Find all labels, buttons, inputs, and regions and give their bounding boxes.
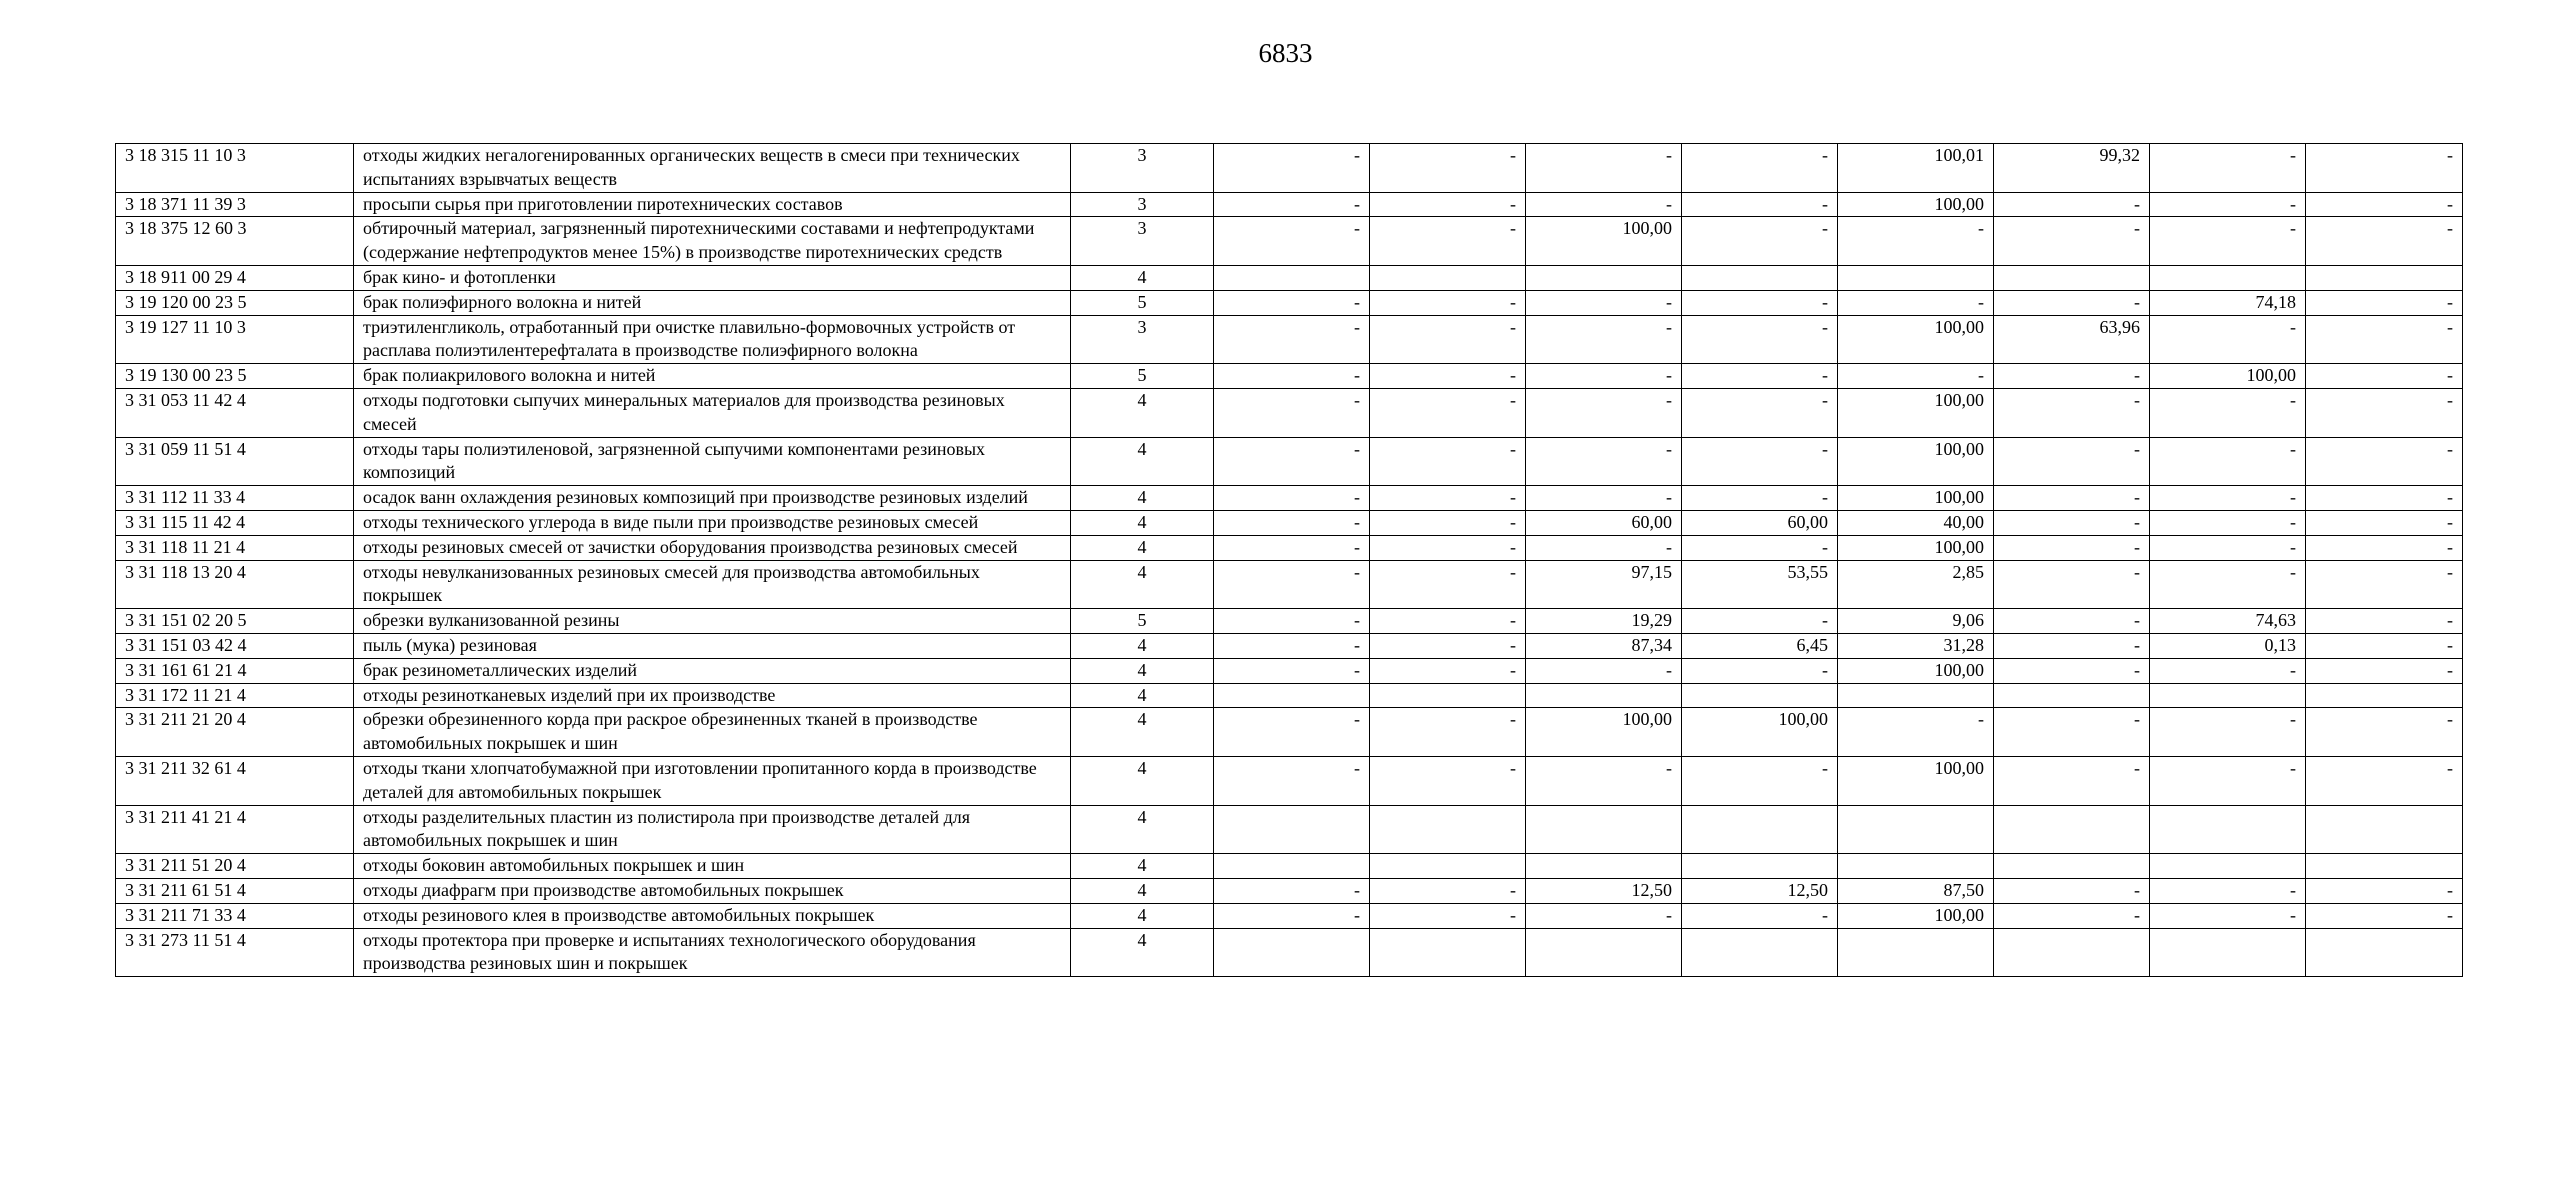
value-cell-1: - bbox=[1214, 510, 1370, 535]
table-row bbox=[116, 510, 2463, 535]
waste-code-cell: 3 31 112 11 33 4 bbox=[116, 486, 354, 511]
value-cell-8: - bbox=[2306, 192, 2463, 217]
value-cell-7: 74,63 bbox=[2150, 609, 2306, 634]
waste-name-cell: брак кино- и фотопленки bbox=[354, 265, 1071, 290]
value-cell-2: - bbox=[1370, 756, 1526, 805]
value-cell-3 bbox=[1526, 805, 1682, 854]
value-cell-3: - bbox=[1526, 364, 1682, 389]
hazard-class-cell: 4 bbox=[1071, 388, 1214, 437]
waste-code-cell: 3 19 130 00 23 5 bbox=[116, 364, 354, 389]
hazard-class-cell: 3 bbox=[1071, 192, 1214, 217]
value-cell-6: 63,96 bbox=[1994, 315, 2150, 364]
hazard-class-cell: 4 bbox=[1071, 560, 1214, 609]
waste-name-cell: отходы резинотканевых изделий при их производстве bbox=[354, 683, 1071, 708]
value-cell-1 bbox=[1214, 928, 1370, 977]
value-cell-1: - bbox=[1214, 609, 1370, 634]
value-cell-8: - bbox=[2306, 217, 2463, 266]
value-cell-5: - bbox=[1838, 364, 1994, 389]
value-cell-7: - bbox=[2150, 560, 2306, 609]
waste-code-cell: 3 31 151 02 20 5 bbox=[116, 609, 354, 634]
value-cell-1: - bbox=[1214, 560, 1370, 609]
waste-name-cell: отходы невулканизованных резиновых смесей для производства автомобильных покрышек bbox=[354, 560, 1071, 609]
waste-name-cell: брак полиакрилового волокна и нитей bbox=[354, 364, 1071, 389]
table-row bbox=[116, 708, 2463, 757]
value-cell-3: - bbox=[1526, 756, 1682, 805]
value-cell-2: - bbox=[1370, 315, 1526, 364]
value-cell-8: - bbox=[2306, 486, 2463, 511]
waste-name-cell: отходы ткани хлопчатобумажной при изготовлении пропитанного корда в производстве деталей для автомобильных покрышек bbox=[354, 756, 1071, 805]
value-cell-5: 100,00 bbox=[1838, 388, 1994, 437]
value-cell-1: - bbox=[1214, 535, 1370, 560]
value-cell-3: - bbox=[1526, 903, 1682, 928]
value-cell-5 bbox=[1838, 805, 1994, 854]
value-cell-4: - bbox=[1682, 756, 1838, 805]
value-cell-2: - bbox=[1370, 609, 1526, 634]
value-cell-4: 100,00 bbox=[1682, 708, 1838, 757]
hazard-class-cell: 5 bbox=[1071, 609, 1214, 634]
value-cell-4: - bbox=[1682, 535, 1838, 560]
hazard-class-cell: 4 bbox=[1071, 805, 1214, 854]
value-cell-8: - bbox=[2306, 609, 2463, 634]
value-cell-2: - bbox=[1370, 364, 1526, 389]
value-cell-7: - bbox=[2150, 315, 2306, 364]
table-row bbox=[116, 388, 2463, 437]
waste-code-cell: 3 31 211 51 20 4 bbox=[116, 854, 354, 879]
waste-code-cell: 3 31 211 32 61 4 bbox=[116, 756, 354, 805]
value-cell-6 bbox=[1994, 854, 2150, 879]
table-row bbox=[116, 805, 2463, 854]
waste-name-cell: отходы подготовки сыпучих минеральных материалов для производства резиновых смесей bbox=[354, 388, 1071, 437]
table-row bbox=[116, 486, 2463, 511]
value-cell-7 bbox=[2150, 805, 2306, 854]
hazard-class-cell: 5 bbox=[1071, 290, 1214, 315]
table-row bbox=[116, 290, 2463, 315]
value-cell-4 bbox=[1682, 805, 1838, 854]
value-cell-2: - bbox=[1370, 144, 1526, 193]
waste-code-cell: 3 31 211 21 20 4 bbox=[116, 708, 354, 757]
hazard-class-cell: 4 bbox=[1071, 708, 1214, 757]
value-cell-3: - bbox=[1526, 290, 1682, 315]
value-cell-6: - bbox=[1994, 658, 2150, 683]
hazard-class-cell: 4 bbox=[1071, 683, 1214, 708]
hazard-class-cell: 4 bbox=[1071, 633, 1214, 658]
value-cell-4: - bbox=[1682, 290, 1838, 315]
value-cell-8: - bbox=[2306, 290, 2463, 315]
value-cell-3: - bbox=[1526, 658, 1682, 683]
value-cell-5 bbox=[1838, 265, 1994, 290]
value-cell-8: - bbox=[2306, 756, 2463, 805]
value-cell-5: 100,00 bbox=[1838, 658, 1994, 683]
value-cell-2: - bbox=[1370, 510, 1526, 535]
value-cell-2: - bbox=[1370, 437, 1526, 486]
value-cell-1: - bbox=[1214, 437, 1370, 486]
value-cell-7: 0,13 bbox=[2150, 633, 2306, 658]
value-cell-1: - bbox=[1214, 756, 1370, 805]
hazard-class-cell: 4 bbox=[1071, 658, 1214, 683]
table-row bbox=[116, 854, 2463, 879]
waste-code-cell: 3 31 115 11 42 4 bbox=[116, 510, 354, 535]
waste-code-cell: 3 31 211 41 21 4 bbox=[116, 805, 354, 854]
table-row bbox=[116, 683, 2463, 708]
value-cell-6: - bbox=[1994, 609, 2150, 634]
waste-code-cell: 3 31 273 11 51 4 bbox=[116, 928, 354, 977]
value-cell-3 bbox=[1526, 854, 1682, 879]
value-cell-3: - bbox=[1526, 144, 1682, 193]
hazard-class-cell: 3 bbox=[1071, 217, 1214, 266]
value-cell-3: 97,15 bbox=[1526, 560, 1682, 609]
value-cell-4: 12,50 bbox=[1682, 878, 1838, 903]
waste-name-cell: обтирочный материал, загрязненный пиротехническими составами и нефтепродуктами (содержание нефтепродуктов менее 15%) в производстве пиротехнических средств bbox=[354, 217, 1071, 266]
table-row bbox=[116, 878, 2463, 903]
value-cell-1: - bbox=[1214, 486, 1370, 511]
value-cell-7: - bbox=[2150, 535, 2306, 560]
value-cell-3: 12,50 bbox=[1526, 878, 1682, 903]
value-cell-1: - bbox=[1214, 708, 1370, 757]
value-cell-2: - bbox=[1370, 903, 1526, 928]
value-cell-2 bbox=[1370, 683, 1526, 708]
value-cell-1: - bbox=[1214, 364, 1370, 389]
hazard-class-cell: 4 bbox=[1071, 535, 1214, 560]
waste-name-cell: отходы протектора при проверке и испытаниях технологического оборудования производства резиновых шин и покрышек bbox=[354, 928, 1071, 977]
value-cell-3: - bbox=[1526, 535, 1682, 560]
value-cell-5: 100,00 bbox=[1838, 756, 1994, 805]
table-row bbox=[116, 756, 2463, 805]
waste-name-cell: осадок ванн охлаждения резиновых композиций при производстве резиновых изделий bbox=[354, 486, 1071, 511]
value-cell-7: - bbox=[2150, 878, 2306, 903]
value-cell-7: - bbox=[2150, 388, 2306, 437]
waste-name-cell: отходы резинового клея в производстве автомобильных покрышек bbox=[354, 903, 1071, 928]
value-cell-5: 100,00 bbox=[1838, 903, 1994, 928]
waste-name-cell: обрезки обрезиненного корда при раскрое обрезиненных тканей в производстве автомобильных покрышек и шин bbox=[354, 708, 1071, 757]
table-row bbox=[116, 437, 2463, 486]
value-cell-4 bbox=[1682, 928, 1838, 977]
value-cell-3: 87,34 bbox=[1526, 633, 1682, 658]
waste-name-cell: отходы диафрагм при производстве автомобильных покрышек bbox=[354, 878, 1071, 903]
value-cell-1 bbox=[1214, 265, 1370, 290]
value-cell-1: - bbox=[1214, 903, 1370, 928]
value-cell-7: 74,18 bbox=[2150, 290, 2306, 315]
value-cell-4: - bbox=[1682, 217, 1838, 266]
value-cell-4: - bbox=[1682, 609, 1838, 634]
waste-name-cell: отходы технического углерода в виде пыли при производстве резиновых смесей bbox=[354, 510, 1071, 535]
table-row bbox=[116, 265, 2463, 290]
waste-code-cell: 3 31 053 11 42 4 bbox=[116, 388, 354, 437]
value-cell-2: - bbox=[1370, 290, 1526, 315]
waste-code-cell: 3 31 211 71 33 4 bbox=[116, 903, 354, 928]
value-cell-4: - bbox=[1682, 388, 1838, 437]
value-cell-4: - bbox=[1682, 903, 1838, 928]
table-row bbox=[116, 633, 2463, 658]
waste-table bbox=[115, 143, 2463, 977]
value-cell-1: - bbox=[1214, 290, 1370, 315]
value-cell-8 bbox=[2306, 265, 2463, 290]
value-cell-7 bbox=[2150, 265, 2306, 290]
value-cell-3 bbox=[1526, 928, 1682, 977]
hazard-class-cell: 4 bbox=[1071, 510, 1214, 535]
value-cell-5: 2,85 bbox=[1838, 560, 1994, 609]
hazard-class-cell: 5 bbox=[1071, 364, 1214, 389]
waste-code-cell: 3 31 211 61 51 4 bbox=[116, 878, 354, 903]
value-cell-4: - bbox=[1682, 486, 1838, 511]
value-cell-7: - bbox=[2150, 658, 2306, 683]
value-cell-5: 100,00 bbox=[1838, 535, 1994, 560]
value-cell-6: - bbox=[1994, 217, 2150, 266]
value-cell-4: - bbox=[1682, 192, 1838, 217]
value-cell-6 bbox=[1994, 683, 2150, 708]
waste-name-cell: обрезки вулканизованной резины bbox=[354, 609, 1071, 634]
table-row bbox=[116, 217, 2463, 266]
value-cell-8 bbox=[2306, 805, 2463, 854]
page-number: 6833 bbox=[1258, 38, 1313, 68]
waste-code-cell: 3 18 315 11 10 3 bbox=[116, 144, 354, 193]
waste-name-cell: отходы тары полиэтиленовой, загрязненной сыпучими компонентами резиновых композиций bbox=[354, 437, 1071, 486]
value-cell-2 bbox=[1370, 854, 1526, 879]
value-cell-8: - bbox=[2306, 144, 2463, 193]
value-cell-7 bbox=[2150, 928, 2306, 977]
hazard-class-cell: 3 bbox=[1071, 315, 1214, 364]
value-cell-6: - bbox=[1994, 290, 2150, 315]
value-cell-7: - bbox=[2150, 708, 2306, 757]
value-cell-6 bbox=[1994, 805, 2150, 854]
value-cell-5: 40,00 bbox=[1838, 510, 1994, 535]
value-cell-4: - bbox=[1682, 437, 1838, 486]
waste-code-cell: 3 31 161 61 21 4 bbox=[116, 658, 354, 683]
value-cell-8 bbox=[2306, 683, 2463, 708]
waste-code-cell: 3 18 911 00 29 4 bbox=[116, 265, 354, 290]
value-cell-7: - bbox=[2150, 144, 2306, 193]
hazard-class-cell: 4 bbox=[1071, 265, 1214, 290]
value-cell-8: - bbox=[2306, 510, 2463, 535]
hazard-class-cell: 3 bbox=[1071, 144, 1214, 193]
value-cell-5: 87,50 bbox=[1838, 878, 1994, 903]
value-cell-3 bbox=[1526, 265, 1682, 290]
value-cell-4: 53,55 bbox=[1682, 560, 1838, 609]
waste-code-cell: 3 31 172 11 21 4 bbox=[116, 683, 354, 708]
value-cell-8: - bbox=[2306, 388, 2463, 437]
value-cell-7: - bbox=[2150, 217, 2306, 266]
waste-name-cell: триэтиленгликоль, отработанный при очистке плавильно-формовочных устройств от расплава полиэтилентерефталата в производстве полиэфирного волокна bbox=[354, 315, 1071, 364]
waste-name-cell: пыль (мука) резиновая bbox=[354, 633, 1071, 658]
value-cell-6: - bbox=[1994, 486, 2150, 511]
value-cell-4: - bbox=[1682, 658, 1838, 683]
value-cell-2: - bbox=[1370, 388, 1526, 437]
value-cell-2: - bbox=[1370, 192, 1526, 217]
value-cell-2: - bbox=[1370, 486, 1526, 511]
value-cell-2 bbox=[1370, 265, 1526, 290]
value-cell-1: - bbox=[1214, 878, 1370, 903]
value-cell-1: - bbox=[1214, 388, 1370, 437]
value-cell-1 bbox=[1214, 805, 1370, 854]
value-cell-4: 6,45 bbox=[1682, 633, 1838, 658]
value-cell-8: - bbox=[2306, 364, 2463, 389]
value-cell-8: - bbox=[2306, 708, 2463, 757]
value-cell-8: - bbox=[2306, 658, 2463, 683]
waste-name-cell: отходы резиновых смесей от зачистки оборудования производства резиновых смесей bbox=[354, 535, 1071, 560]
value-cell-8: - bbox=[2306, 878, 2463, 903]
value-cell-6: - bbox=[1994, 878, 2150, 903]
value-cell-2: - bbox=[1370, 560, 1526, 609]
hazard-class-cell: 4 bbox=[1071, 437, 1214, 486]
waste-name-cell: отходы жидких негалогенированных органических веществ в смеси при технических испытаниях взрывчатых веществ bbox=[354, 144, 1071, 193]
value-cell-2: - bbox=[1370, 535, 1526, 560]
value-cell-6: - bbox=[1994, 364, 2150, 389]
waste-code-cell: 3 31 151 03 42 4 bbox=[116, 633, 354, 658]
value-cell-1 bbox=[1214, 683, 1370, 708]
table-row bbox=[116, 609, 2463, 634]
value-cell-6: - bbox=[1994, 560, 2150, 609]
value-cell-6 bbox=[1994, 265, 2150, 290]
value-cell-5: 100,00 bbox=[1838, 486, 1994, 511]
table-row bbox=[116, 144, 2463, 193]
waste-code-cell: 3 18 371 11 39 3 bbox=[116, 192, 354, 217]
value-cell-5: - bbox=[1838, 708, 1994, 757]
table-row bbox=[116, 928, 2463, 977]
waste-code-cell: 3 19 120 00 23 5 bbox=[116, 290, 354, 315]
value-cell-1: - bbox=[1214, 633, 1370, 658]
value-cell-7: - bbox=[2150, 437, 2306, 486]
waste-name-cell: просыпи сырья при приготовлении пиротехнических составов bbox=[354, 192, 1071, 217]
value-cell-5: 100,01 bbox=[1838, 144, 1994, 193]
value-cell-4: - bbox=[1682, 364, 1838, 389]
value-cell-7: - bbox=[2150, 903, 2306, 928]
waste-code-cell: 3 31 059 11 51 4 bbox=[116, 437, 354, 486]
hazard-class-cell: 4 bbox=[1071, 486, 1214, 511]
value-cell-1: - bbox=[1214, 217, 1370, 266]
value-cell-6 bbox=[1994, 928, 2150, 977]
value-cell-5: 100,00 bbox=[1838, 192, 1994, 217]
value-cell-6: - bbox=[1994, 708, 2150, 757]
waste-code-cell: 3 19 127 11 10 3 bbox=[116, 315, 354, 364]
value-cell-5 bbox=[1838, 683, 1994, 708]
table-row bbox=[116, 903, 2463, 928]
value-cell-7 bbox=[2150, 683, 2306, 708]
value-cell-5 bbox=[1838, 854, 1994, 879]
value-cell-3: - bbox=[1526, 388, 1682, 437]
waste-name-cell: отходы боковин автомобильных покрышек и шин bbox=[354, 854, 1071, 879]
waste-name-cell: отходы разделительных пластин из полистирола при производстве деталей для автомобильных покрышек и шин bbox=[354, 805, 1071, 854]
value-cell-8: - bbox=[2306, 633, 2463, 658]
value-cell-5: - bbox=[1838, 217, 1994, 266]
value-cell-3: 100,00 bbox=[1526, 217, 1682, 266]
value-cell-4: - bbox=[1682, 144, 1838, 193]
value-cell-8: - bbox=[2306, 560, 2463, 609]
table-row bbox=[116, 364, 2463, 389]
value-cell-2: - bbox=[1370, 878, 1526, 903]
table-row bbox=[116, 192, 2463, 217]
value-cell-4 bbox=[1682, 265, 1838, 290]
hazard-class-cell: 4 bbox=[1071, 903, 1214, 928]
table-row bbox=[116, 658, 2463, 683]
waste-code-cell: 3 31 118 11 21 4 bbox=[116, 535, 354, 560]
value-cell-5: 9,06 bbox=[1838, 609, 1994, 634]
table-row bbox=[116, 560, 2463, 609]
value-cell-5 bbox=[1838, 928, 1994, 977]
value-cell-1: - bbox=[1214, 315, 1370, 364]
waste-code-cell: 3 18 375 12 60 3 bbox=[116, 217, 354, 266]
value-cell-5: - bbox=[1838, 290, 1994, 315]
value-cell-3: - bbox=[1526, 486, 1682, 511]
value-cell-3: 60,00 bbox=[1526, 510, 1682, 535]
value-cell-3: 100,00 bbox=[1526, 708, 1682, 757]
value-cell-5: 100,00 bbox=[1838, 437, 1994, 486]
value-cell-8: - bbox=[2306, 437, 2463, 486]
value-cell-3: - bbox=[1526, 315, 1682, 364]
waste-name-cell: брак полиэфирного волокна и нитей bbox=[354, 290, 1071, 315]
value-cell-2: - bbox=[1370, 708, 1526, 757]
value-cell-3: 19,29 bbox=[1526, 609, 1682, 634]
value-cell-7: - bbox=[2150, 510, 2306, 535]
hazard-class-cell: 4 bbox=[1071, 878, 1214, 903]
value-cell-2: - bbox=[1370, 658, 1526, 683]
value-cell-8: - bbox=[2306, 535, 2463, 560]
value-cell-7: - bbox=[2150, 192, 2306, 217]
value-cell-6: - bbox=[1994, 535, 2150, 560]
value-cell-1: - bbox=[1214, 658, 1370, 683]
value-cell-5: 100,00 bbox=[1838, 315, 1994, 364]
value-cell-6: 99,32 bbox=[1994, 144, 2150, 193]
value-cell-1: - bbox=[1214, 144, 1370, 193]
value-cell-7: - bbox=[2150, 486, 2306, 511]
value-cell-2: - bbox=[1370, 217, 1526, 266]
value-cell-8: - bbox=[2306, 903, 2463, 928]
value-cell-3: - bbox=[1526, 192, 1682, 217]
value-cell-8 bbox=[2306, 928, 2463, 977]
value-cell-3 bbox=[1526, 683, 1682, 708]
value-cell-2 bbox=[1370, 928, 1526, 977]
value-cell-6: - bbox=[1994, 633, 2150, 658]
value-cell-8 bbox=[2306, 854, 2463, 879]
waste-name-cell: брак резинометаллических изделий bbox=[354, 658, 1071, 683]
value-cell-4: - bbox=[1682, 315, 1838, 364]
value-cell-1: - bbox=[1214, 192, 1370, 217]
value-cell-8: - bbox=[2306, 315, 2463, 364]
value-cell-7 bbox=[2150, 854, 2306, 879]
table-row bbox=[116, 315, 2463, 364]
hazard-class-cell: 4 bbox=[1071, 928, 1214, 977]
value-cell-2 bbox=[1370, 805, 1526, 854]
value-cell-4 bbox=[1682, 854, 1838, 879]
value-cell-6: - bbox=[1994, 388, 2150, 437]
value-cell-4 bbox=[1682, 683, 1838, 708]
value-cell-6: - bbox=[1994, 192, 2150, 217]
value-cell-6: - bbox=[1994, 903, 2150, 928]
hazard-class-cell: 4 bbox=[1071, 756, 1214, 805]
value-cell-6: - bbox=[1994, 437, 2150, 486]
value-cell-3: - bbox=[1526, 437, 1682, 486]
value-cell-2: - bbox=[1370, 633, 1526, 658]
value-cell-6: - bbox=[1994, 756, 2150, 805]
value-cell-5: 31,28 bbox=[1838, 633, 1994, 658]
hazard-class-cell: 4 bbox=[1071, 854, 1214, 879]
value-cell-4: 60,00 bbox=[1682, 510, 1838, 535]
table-row bbox=[116, 535, 2463, 560]
waste-code-cell: 3 31 118 13 20 4 bbox=[116, 560, 354, 609]
value-cell-1 bbox=[1214, 854, 1370, 879]
value-cell-6: - bbox=[1994, 510, 2150, 535]
value-cell-7: 100,00 bbox=[2150, 364, 2306, 389]
value-cell-7: - bbox=[2150, 756, 2306, 805]
